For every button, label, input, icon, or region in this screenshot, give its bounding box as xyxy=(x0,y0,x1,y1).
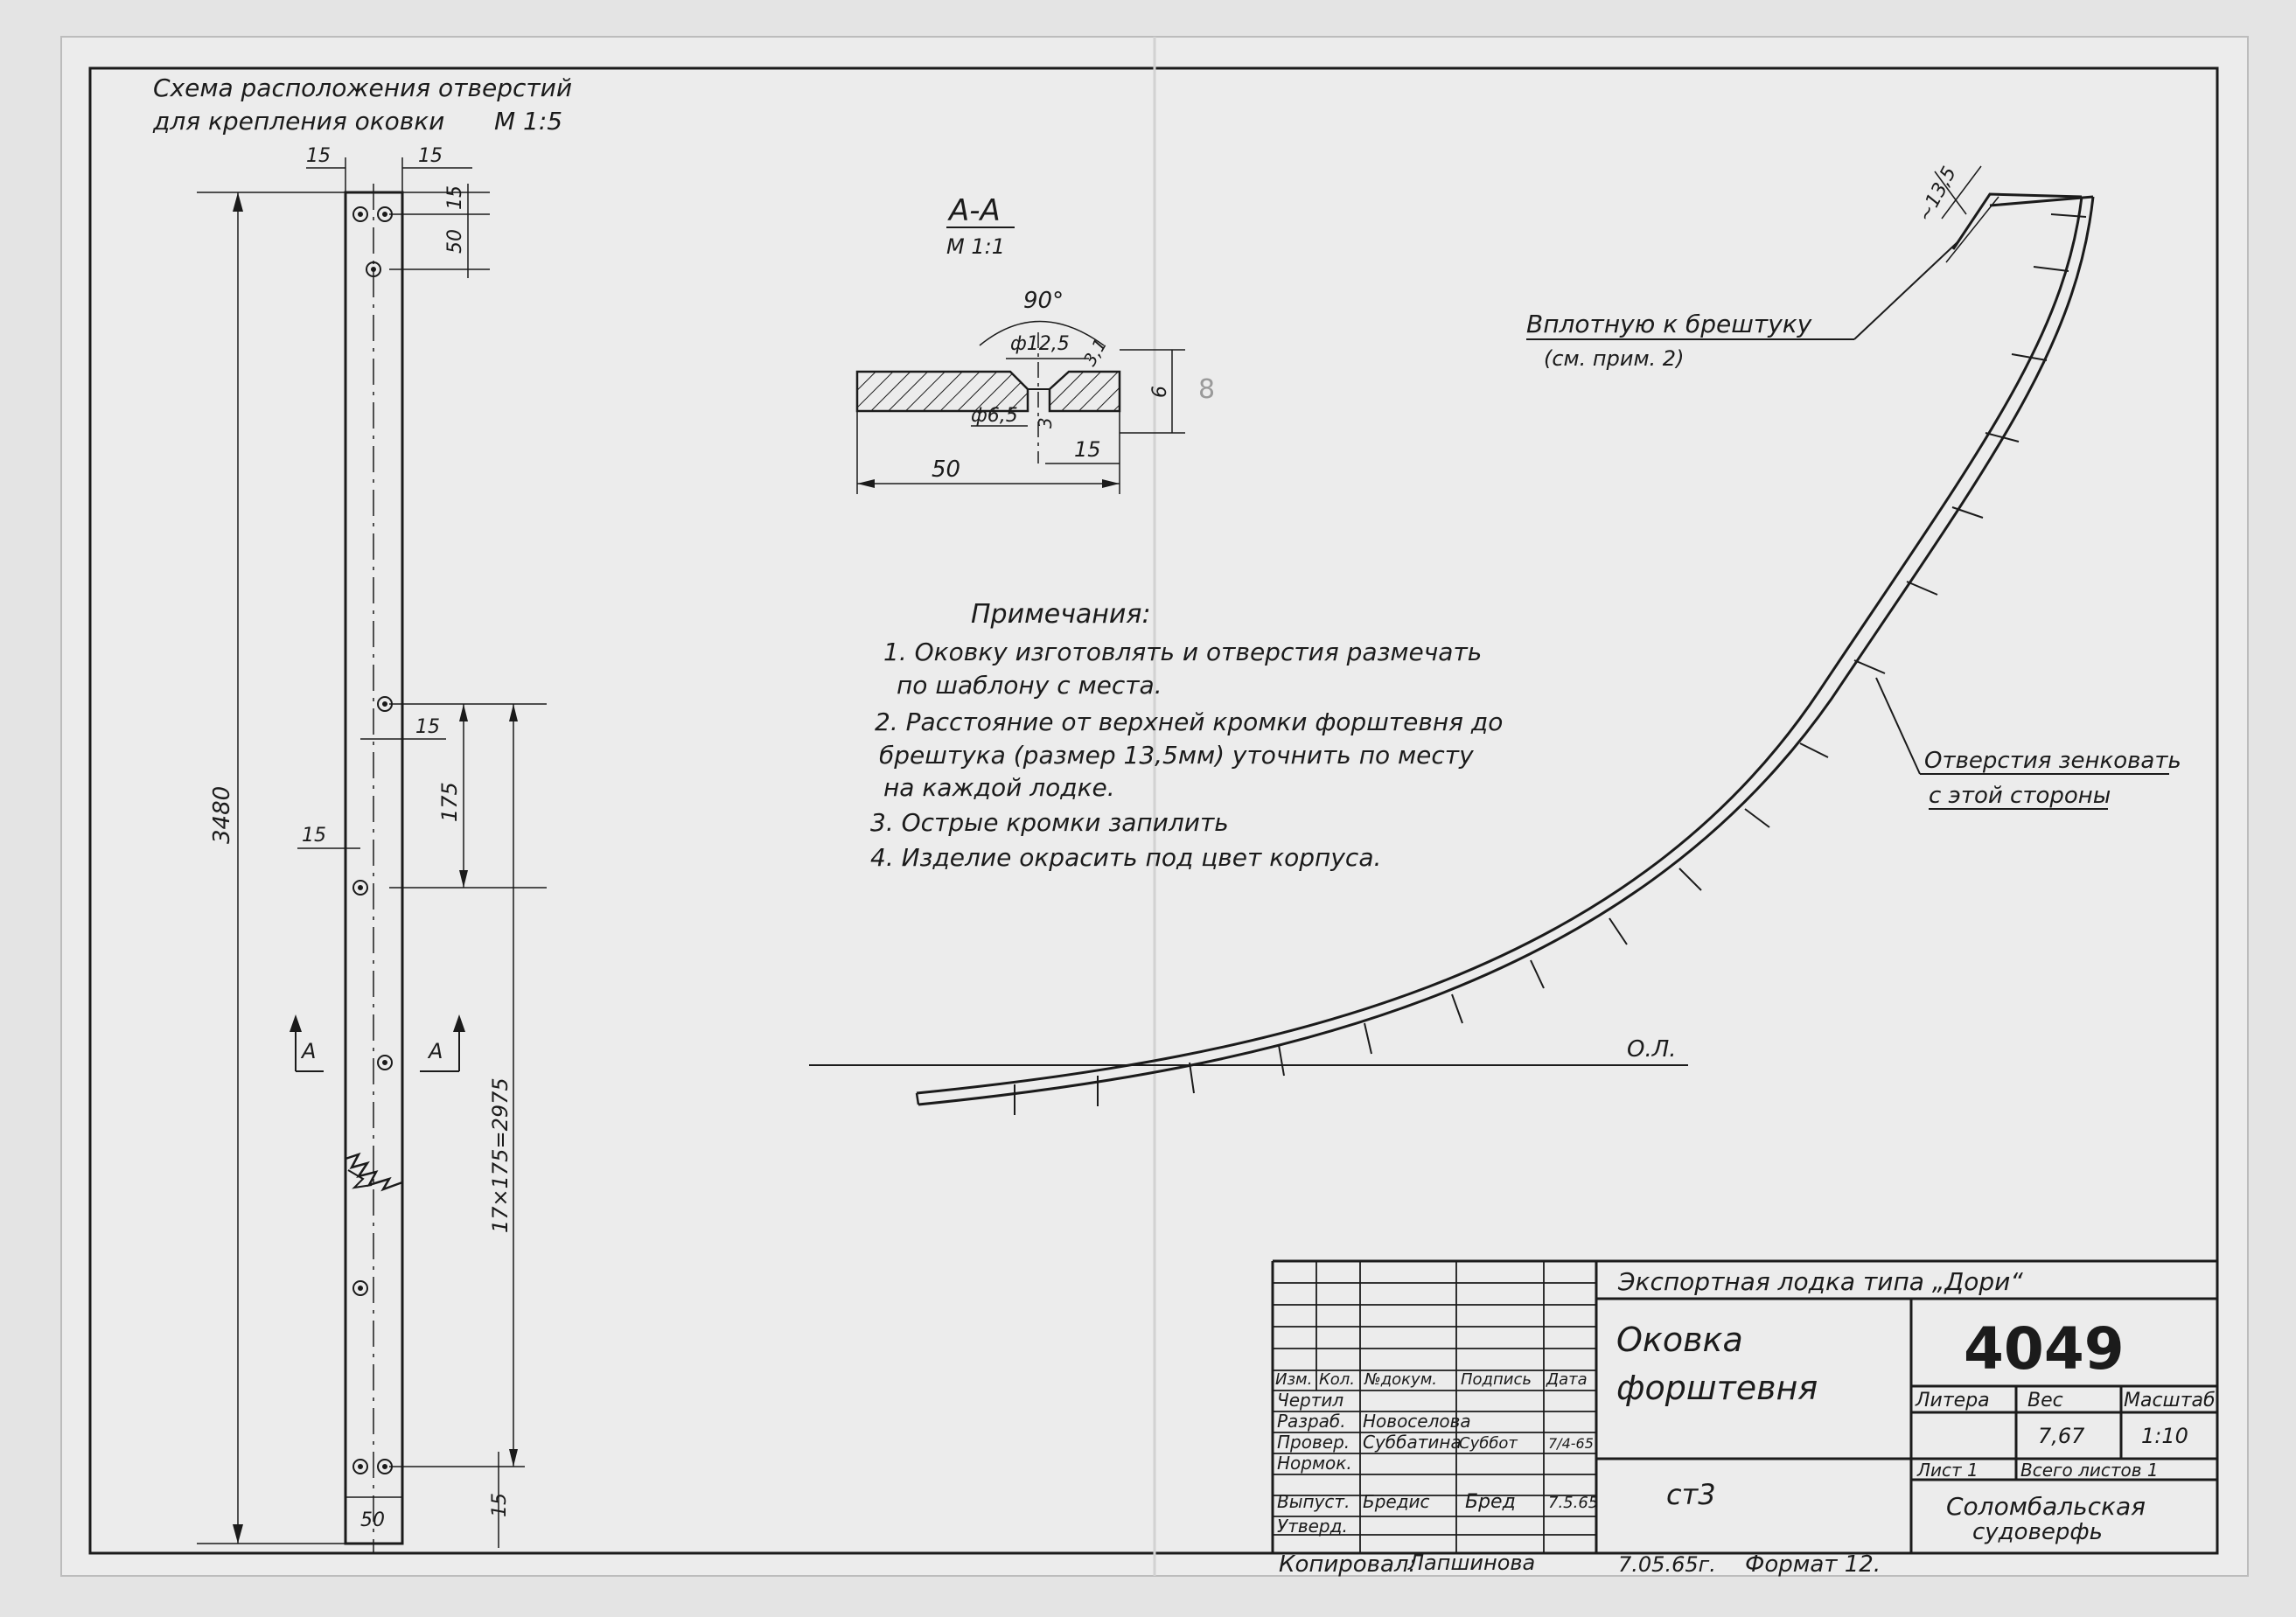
dim-right-15: 15 xyxy=(444,185,466,210)
dim-mid-15: 15 xyxy=(415,716,440,738)
dim-pitch-175: 175 xyxy=(437,782,462,822)
col-header-sign: Подпись xyxy=(1461,1370,1532,1389)
section-angle: 90° xyxy=(1023,288,1064,314)
part-name-line2: форштевня xyxy=(1616,1369,1818,1407)
section-hole-diameter: ф6,5 xyxy=(971,405,1018,427)
section-csk-depth: 3,1 xyxy=(1078,334,1112,370)
col-header-date: Дата xyxy=(1546,1370,1588,1389)
section-letter-left: A xyxy=(302,1039,317,1063)
section-hole-offset: 3 xyxy=(1035,417,1056,429)
sheets-total: Всего листов 1 xyxy=(2020,1460,2159,1481)
scheme-title-line1: Схема расположения отверстий xyxy=(153,73,573,102)
waterline-label: О.Л. xyxy=(1627,1036,1677,1063)
signature-prover: Суббот xyxy=(1459,1434,1518,1453)
section-right-part: 15 xyxy=(1074,437,1101,462)
mass-label: Вес xyxy=(2027,1390,2063,1411)
project-name: Экспортная лодка типа „Дори“ xyxy=(1618,1267,2023,1296)
org-line1: Соломбальская xyxy=(1946,1492,2146,1521)
name-vypust: Бредис xyxy=(1363,1491,1430,1512)
col-header-izm: Изм. xyxy=(1275,1370,1313,1389)
callout-breshtuk-line2: (см. прим. 2) xyxy=(1544,346,1685,371)
dim-chain: 17×175=2975 xyxy=(488,1077,513,1233)
scheme-scale: М 1:5 xyxy=(494,107,563,136)
callout-countersink-line1: Отверстия зенковать xyxy=(1924,748,2181,774)
copied-date: 7.05.65г. xyxy=(1618,1552,1716,1577)
role-label: Утверд. xyxy=(1277,1516,1348,1537)
role-label: Чертил xyxy=(1277,1390,1344,1411)
section-width: 50 xyxy=(932,457,961,483)
drawing-number: 4049 xyxy=(1964,1315,2125,1383)
section-csk-diameter: ф12,5 xyxy=(1010,333,1070,355)
date-prover: 7/4-65 xyxy=(1548,1435,1594,1452)
dim-overall-length: 3480 xyxy=(209,785,235,844)
dim-top-left-15: 15 xyxy=(306,145,331,167)
note-line: 1. Оковку изготовлять и отверстия размечать xyxy=(883,638,1483,666)
col-header-doc: №докум. xyxy=(1364,1370,1438,1389)
note-line: 4. Изделие окрасить под цвет корпуса. xyxy=(870,843,1382,872)
note-line: на каждой лодке. xyxy=(883,773,1115,802)
dim-lower-15: 15 xyxy=(302,825,326,847)
dim-right-50: 50 xyxy=(444,229,466,254)
dim-width-50: 50 xyxy=(360,1509,385,1531)
section-thickness: 6 xyxy=(1149,386,1171,398)
material: ст3 xyxy=(1666,1478,1716,1511)
role-label: Нормок. xyxy=(1277,1453,1352,1474)
section-pencil-note: 8 xyxy=(1198,374,1216,405)
section-scale: М 1:1 xyxy=(946,234,1005,259)
callout-breshtuk-line1: Вплотную к брештуку xyxy=(1526,310,1812,338)
format: Формат 12. xyxy=(1745,1551,1881,1578)
signature-vypust: Бред xyxy=(1465,1491,1516,1513)
note-line: 2. Расстояние от верхней кромки форштевня до xyxy=(875,707,1504,736)
section-title: A-A xyxy=(949,193,1001,228)
role-label: Выпуст. xyxy=(1277,1491,1350,1512)
mass-value: 7,67 xyxy=(2038,1424,2085,1448)
top-dimension: ~13,5 xyxy=(1914,163,1961,226)
note-line: 3. Острые кромки запилить xyxy=(870,808,1229,837)
notes-heading: Примечания: xyxy=(971,599,1151,630)
scale-label: Масштаб xyxy=(2124,1390,2216,1411)
copied-label: Копировал: xyxy=(1279,1551,1417,1578)
role-label: Разраб. xyxy=(1277,1411,1346,1432)
callout-countersink-line2: с этой стороны xyxy=(1929,783,2111,809)
name-prover: Суббатина xyxy=(1363,1432,1462,1453)
dim-bottom-15: 15 xyxy=(489,1493,511,1517)
sheet-number: Лист 1 xyxy=(1917,1460,1978,1481)
scale-value: 1:10 xyxy=(2141,1424,2188,1448)
litera-label: Литера xyxy=(1916,1390,1990,1411)
col-header-kol: Кол. xyxy=(1319,1370,1356,1389)
note-line: по шаблону с места. xyxy=(897,671,1162,700)
copied-signature: Лапшинова xyxy=(1408,1551,1536,1575)
scheme-title-line2: для крепления оковки xyxy=(153,107,445,136)
date-vypust: 7.5.65 xyxy=(1548,1494,1599,1512)
part-name-line1: Оковка xyxy=(1616,1321,1743,1359)
section-letter-right: A xyxy=(429,1039,443,1063)
role-label: Провер. xyxy=(1277,1432,1350,1453)
dim-top-right-15: 15 xyxy=(418,145,443,167)
note-line: брештука (размер 13,5мм) уточнить по месту xyxy=(879,741,1474,770)
org-line2: судоверфь xyxy=(1972,1519,2103,1545)
name-razrab: Новоселова xyxy=(1363,1411,1471,1432)
